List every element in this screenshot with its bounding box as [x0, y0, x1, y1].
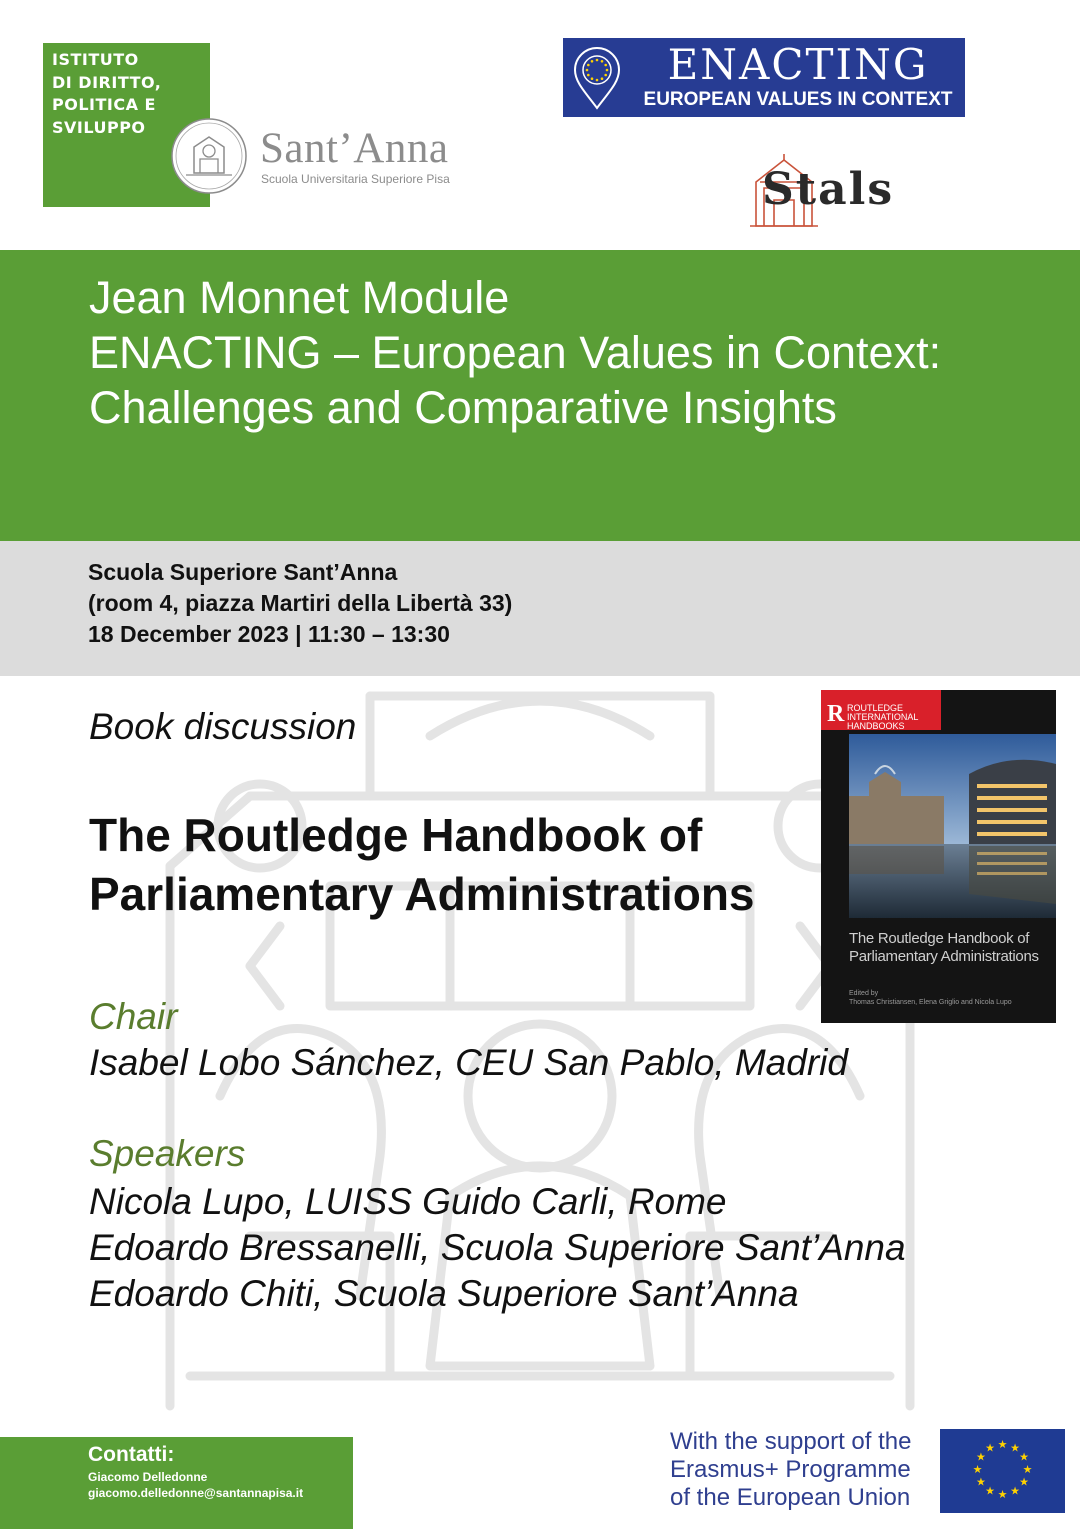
title-band — [0, 250, 1080, 541]
stals-logo-text: Stals — [762, 164, 895, 215]
eu-flag-icon — [940, 1429, 1065, 1513]
speaker-item: Edoardo Bressanelli, Scuola Superiore Sant’Anna — [89, 1227, 906, 1268]
speakers-label: Speakers — [89, 1133, 246, 1174]
cover-edited-by: Edited by — [849, 990, 879, 997]
speaker-item: Edoardo Chiti, Scuola Superiore Sant’Anna — [89, 1273, 799, 1314]
istituto-line: DI DIRITTO, — [52, 72, 162, 92]
svg-text:★: ★ — [975, 1475, 986, 1489]
reichstag-photo-icon — [849, 734, 1056, 918]
title-line: ENACTING – European Values in Context: — [89, 327, 942, 378]
contacts-title: Contatti: — [88, 1443, 175, 1466]
svg-text:★: ★ — [985, 1441, 995, 1455]
venue-info-band — [0, 541, 1080, 676]
santanna-seal-icon — [170, 117, 248, 195]
support-line: With the support of the — [670, 1428, 912, 1455]
istituto-line: ISTITUTO — [52, 50, 139, 69]
enacting-logo — [563, 38, 965, 117]
svg-text:★: ★ — [997, 1438, 1008, 1451]
support-line: of the European Union — [670, 1484, 911, 1511]
speaker-item: Nicola Lupo, LUISS Guido Carli, Rome — [89, 1181, 727, 1222]
venue-name: Scuola Superiore Sant’Anna — [88, 559, 398, 585]
book-title-line: The Routledge Handbook of — [89, 809, 703, 861]
svg-text:★: ★ — [972, 1463, 983, 1476]
svg-text:★: ★ — [1019, 1450, 1030, 1464]
santanna-subtitle: Scuola Universitaria Superiore Pisa — [261, 172, 450, 186]
cover-title-line: The Routledge Handbook of — [849, 930, 1030, 947]
chair-label: Chair — [89, 996, 178, 1037]
svg-text:★: ★ — [1019, 1475, 1030, 1489]
routledge-r-icon: R — [827, 701, 845, 727]
event-datetime: 18 December 2023 | 11:30 – 13:30 — [88, 621, 450, 647]
svg-text:★: ★ — [985, 1484, 995, 1498]
contacts-box — [0, 1437, 353, 1529]
contact-name: Giacomo Delledonne — [88, 1470, 208, 1484]
istituto-line: SVILUPPO — [52, 117, 146, 137]
enacting-title: ENACTING — [667, 40, 929, 89]
cover-publisher-bar — [821, 690, 941, 730]
support-line: Erasmus+ Programme — [670, 1456, 911, 1483]
book-title-line: Parliamentary Administrations — [89, 868, 755, 920]
svg-text:★: ★ — [975, 1450, 986, 1464]
svg-text:★: ★ — [1022, 1463, 1033, 1476]
cover-publisher: ROUTLEDGE INTERNATIONAL HANDBOOKS — [847, 703, 919, 731]
enacting-subtitle: EUROPEAN VALUES IN CONTEXT — [643, 89, 953, 110]
event-type: Book discussion — [89, 706, 357, 747]
cover-editors: Thomas Christiansen, Elena Griglio and Nicola Lupo — [849, 999, 1012, 1006]
title-line: Jean Monnet Module — [89, 272, 510, 323]
svg-text:★: ★ — [997, 1488, 1008, 1501]
svg-text:★: ★ — [1010, 1441, 1020, 1455]
cover-title-line: Parliamentary Administrations — [849, 948, 1039, 965]
istituto-line: POLITICA E — [52, 95, 156, 114]
venue-room: (room 4, piazza Martiri della Libertà 33) — [88, 590, 513, 616]
title-line: Challenges and Comparative Insights — [89, 382, 837, 433]
contact-email[interactable]: giacomo.delledonne@santannapisa.it — [88, 1486, 304, 1500]
svg-text:★: ★ — [1010, 1484, 1020, 1498]
santanna-name: Sant’Anna — [260, 125, 449, 172]
book-cover — [821, 690, 1056, 1023]
eu-location-pin-icon — [571, 46, 623, 110]
chair-person: Isabel Lobo Sánchez, CEU San Pablo, Madrid — [89, 1042, 848, 1083]
